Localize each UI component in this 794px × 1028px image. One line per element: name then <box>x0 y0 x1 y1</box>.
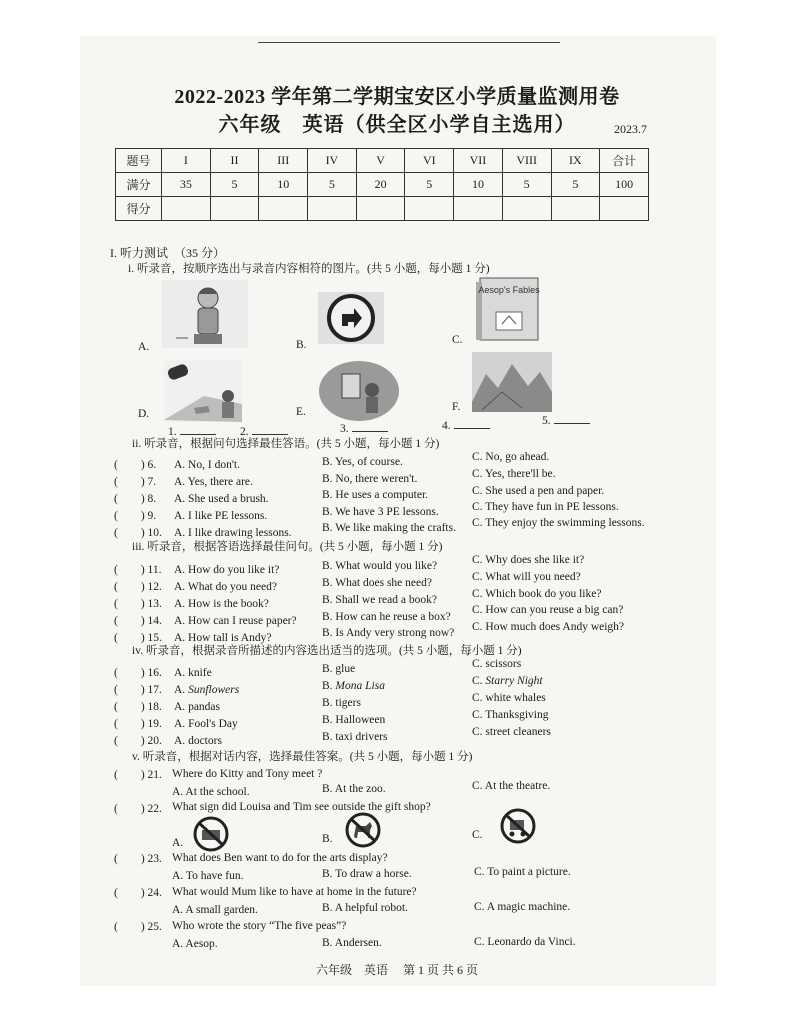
q9-option-c: C. They have fun in PE lessons. <box>472 501 619 513</box>
score-row-earned: 得分 <box>116 197 649 221</box>
picture-b-sign-icon <box>318 292 384 344</box>
q9-number[interactable]: ( ) 9. <box>114 510 157 522</box>
q25-option-c: C. Leonardo da Vinci. <box>474 936 576 948</box>
q12-option-b: B. What does she need? <box>322 577 432 589</box>
q10-number[interactable]: ( ) 10. <box>114 527 162 539</box>
book-title-text: Aesop's Fables <box>478 285 540 295</box>
q15-option-a: A. How tall is Andy? <box>174 632 272 644</box>
q14-option-c: C. How can you reuse a big can? <box>472 604 624 616</box>
q21-option-b: B. At the zoo. <box>322 783 386 795</box>
part-v-instruction: v. 听录音，根据对话内容，选择最佳答案。(共 5 小题，每小题 1 分) <box>132 751 473 763</box>
q12-option-c: C. What will you need? <box>472 571 581 583</box>
score-table <box>115 148 649 221</box>
q7-number[interactable]: ( ) 7. <box>114 476 157 488</box>
exam-title: 2022-2023 学年第二学期宝安区小学质量监测用卷 <box>174 86 620 108</box>
q13-option-a: A. How is the book? <box>174 598 269 610</box>
q22-option-a: A. <box>172 837 184 849</box>
q25-question: Who wrote the story “The five peas”? <box>172 920 347 932</box>
q11-option-b: B. What would you like? <box>322 560 438 572</box>
picture-c-book-icon <box>476 276 544 344</box>
q7-option-c: C. Yes, there'll be. <box>472 468 556 480</box>
q18-number[interactable]: ( ) 18. <box>114 701 162 713</box>
q10-option-a: A. I like drawing lessons. <box>174 527 292 539</box>
picture-label-c: C. <box>452 334 463 346</box>
exam-date: 2023.7 <box>614 122 647 136</box>
q8-option-a: A. She used a brush. <box>174 493 269 505</box>
q16-option-a: A. knife <box>174 667 212 679</box>
q21-option-c: C. At the theatre. <box>472 780 551 792</box>
answer-blank-2[interactable]: 2. <box>240 424 288 439</box>
picture-a-girl-icon <box>162 280 248 348</box>
q11-number[interactable]: ( ) 11. <box>114 564 162 576</box>
q23-option-c: C. To paint a picture. <box>474 866 571 878</box>
part-ii-instruction: ii. 听录音，根据问句选择最佳答语。(共 5 小题，每小题 1 分) <box>132 438 440 450</box>
q14-option-b: B. How can he reuse a box? <box>322 611 451 623</box>
picture-label-a: A. <box>138 341 150 353</box>
q14-number[interactable]: ( ) 14. <box>114 615 162 627</box>
part-iv-instruction: iv. 听录音，根据录音所描述的内容选出适当的选项。(共 5 小题，每小题 1 分) <box>132 645 522 657</box>
q15-option-b: B. Is Andy very strong now? <box>322 627 455 639</box>
picture-label-e: E. <box>296 406 306 418</box>
q6-option-b: B. Yes, of course. <box>322 456 403 468</box>
q23-option-a: A. To have fun. <box>172 870 244 882</box>
q22-question: What sign did Louisa and Tim see outside the gift shop? <box>172 801 431 813</box>
q16-option-b: B. glue <box>322 663 356 675</box>
q17-number[interactable]: ( ) 17. <box>114 684 162 696</box>
q18-option-c: C. white whales <box>472 692 546 704</box>
q13-option-b: B. Shall we read a book? <box>322 594 437 606</box>
q15-option-c: C. How much does Andy weigh? <box>472 621 625 633</box>
q22-option-b: B. <box>322 833 333 845</box>
q25-number[interactable]: ( ) 25. <box>114 921 162 933</box>
q6-option-c: C. No, go ahead. <box>472 451 550 463</box>
q9-option-b: B. We have 3 PE lessons. <box>322 506 439 518</box>
q16-option-c: C. scissors <box>472 658 522 670</box>
picture-label-f: F. <box>452 401 461 413</box>
q10-option-c: C. They enjoy the swimming lessons. <box>472 517 645 529</box>
q12-option-a: A. What do you need? <box>174 581 277 593</box>
answer-blank-4[interactable]: 4. <box>442 418 490 433</box>
q20-option-c: C. street cleaners <box>472 726 551 738</box>
q8-number[interactable]: ( ) 8. <box>114 493 157 505</box>
q12-number[interactable]: ( ) 12. <box>114 581 162 593</box>
q18-option-a: A. pandas <box>174 701 220 713</box>
q6-number[interactable]: ( ) 6. <box>114 459 157 471</box>
q25-option-a: A. Aesop. <box>172 938 218 950</box>
no-dogs-sign-icon <box>342 812 384 848</box>
q13-number[interactable]: ( ) 13. <box>114 598 162 610</box>
q24-number[interactable]: ( ) 24. <box>114 887 162 899</box>
picture-f-painting-icon <box>472 352 552 412</box>
q8-option-c: C. She used a pen and paper. <box>472 485 605 497</box>
q14-option-a: A. How can I reuse paper? <box>174 615 297 627</box>
q7-option-b: B. No, there weren't. <box>322 473 418 485</box>
q19-option-c: C. Thanksgiving <box>472 709 549 721</box>
answer-blank-1[interactable]: 1. <box>168 424 216 439</box>
q25-option-b: B. Andersen. <box>322 937 382 949</box>
q20-option-a: A. doctors <box>174 735 222 747</box>
exam-subtitle: 六年级 英语（供全区小学自主选用） <box>218 114 576 136</box>
q9-option-a: A. I like PE lessons. <box>174 510 268 522</box>
q22-number[interactable]: ( ) 22. <box>114 803 162 815</box>
q24-question: What would Mum like to have at home in the future? <box>172 886 417 898</box>
q11-option-c: C. Why does she like it? <box>472 554 585 566</box>
q19-option-b: B. Halloween <box>322 714 386 726</box>
q19-number[interactable]: ( ) 19. <box>114 718 162 730</box>
q17-option-c: C. Starry Night <box>472 675 543 687</box>
q23-option-b: B. To draw a horse. <box>322 868 412 880</box>
q20-number[interactable]: ( ) 20. <box>114 735 162 747</box>
page-footer: 六年级 英语 第 1 页 共 6 页 <box>315 963 478 977</box>
q21-option-a: A. At the school. <box>172 786 250 798</box>
q10-option-b: B. We like making the crafts. <box>322 522 456 534</box>
q24-option-c: C. A magic machine. <box>474 901 571 913</box>
no-strollers-sign-icon <box>496 808 540 844</box>
q21-question: Where do Kitty and Tony meet ? <box>172 768 323 780</box>
picture-d-reading-icon <box>164 360 242 422</box>
q17-option-b: B. Mona Lisa <box>322 680 385 692</box>
q24-option-a: A. A small garden. <box>172 904 258 916</box>
q13-option-c: C. Which book do you like? <box>472 588 602 600</box>
q23-number[interactable]: ( ) 23. <box>114 853 162 865</box>
q17-option-a: A. Sunflowers <box>174 684 240 696</box>
q20-option-b: B. taxi drivers <box>322 731 388 743</box>
q8-option-b: B. He uses a computer. <box>322 489 429 501</box>
q18-option-b: B. tigers <box>322 697 361 709</box>
picture-e-room-icon <box>318 360 400 422</box>
answer-blank-5[interactable]: 5. <box>542 413 590 428</box>
picture-label-b: B. <box>296 339 307 351</box>
q24-option-b: B. A helpful robot. <box>322 902 408 914</box>
q22-option-c: C. <box>472 829 483 841</box>
q7-option-a: A. Yes, there are. <box>174 476 253 488</box>
no-food-sign-icon <box>190 816 232 852</box>
score-row-number: 题号 I II III IV V VI VII VIII IX 合计 <box>116 149 649 173</box>
header-rule <box>258 42 560 43</box>
q11-option-a: A. How do you like it? <box>174 564 280 576</box>
part-iii-instruction: iii. 听录音，根据答语选择最佳问句。(共 5 小题，每小题 1 分) <box>132 541 443 553</box>
q19-option-a: A. Fool's Day <box>174 718 238 730</box>
part-i-instruction: i. 听录音，按顺序选出与录音内容相符的图片。(共 5 小题，每小题 1 分) <box>128 263 490 275</box>
section-heading: I. 听力测试 （35 分） <box>110 246 225 260</box>
answer-blank-3[interactable]: 3. <box>340 421 388 436</box>
q16-number[interactable]: ( ) 16. <box>114 667 162 679</box>
q6-option-a: A. No, I don't. <box>174 459 240 471</box>
q23-question: What does Ben want to do for the arts display? <box>172 852 388 864</box>
score-row-full: 满分 35 5 10 5 20 5 10 5 5 100 <box>116 173 649 197</box>
q15-number[interactable]: ( ) 15. <box>114 632 162 644</box>
q21-number[interactable]: ( ) 21. <box>114 769 162 781</box>
picture-label-d: D. <box>138 408 150 420</box>
